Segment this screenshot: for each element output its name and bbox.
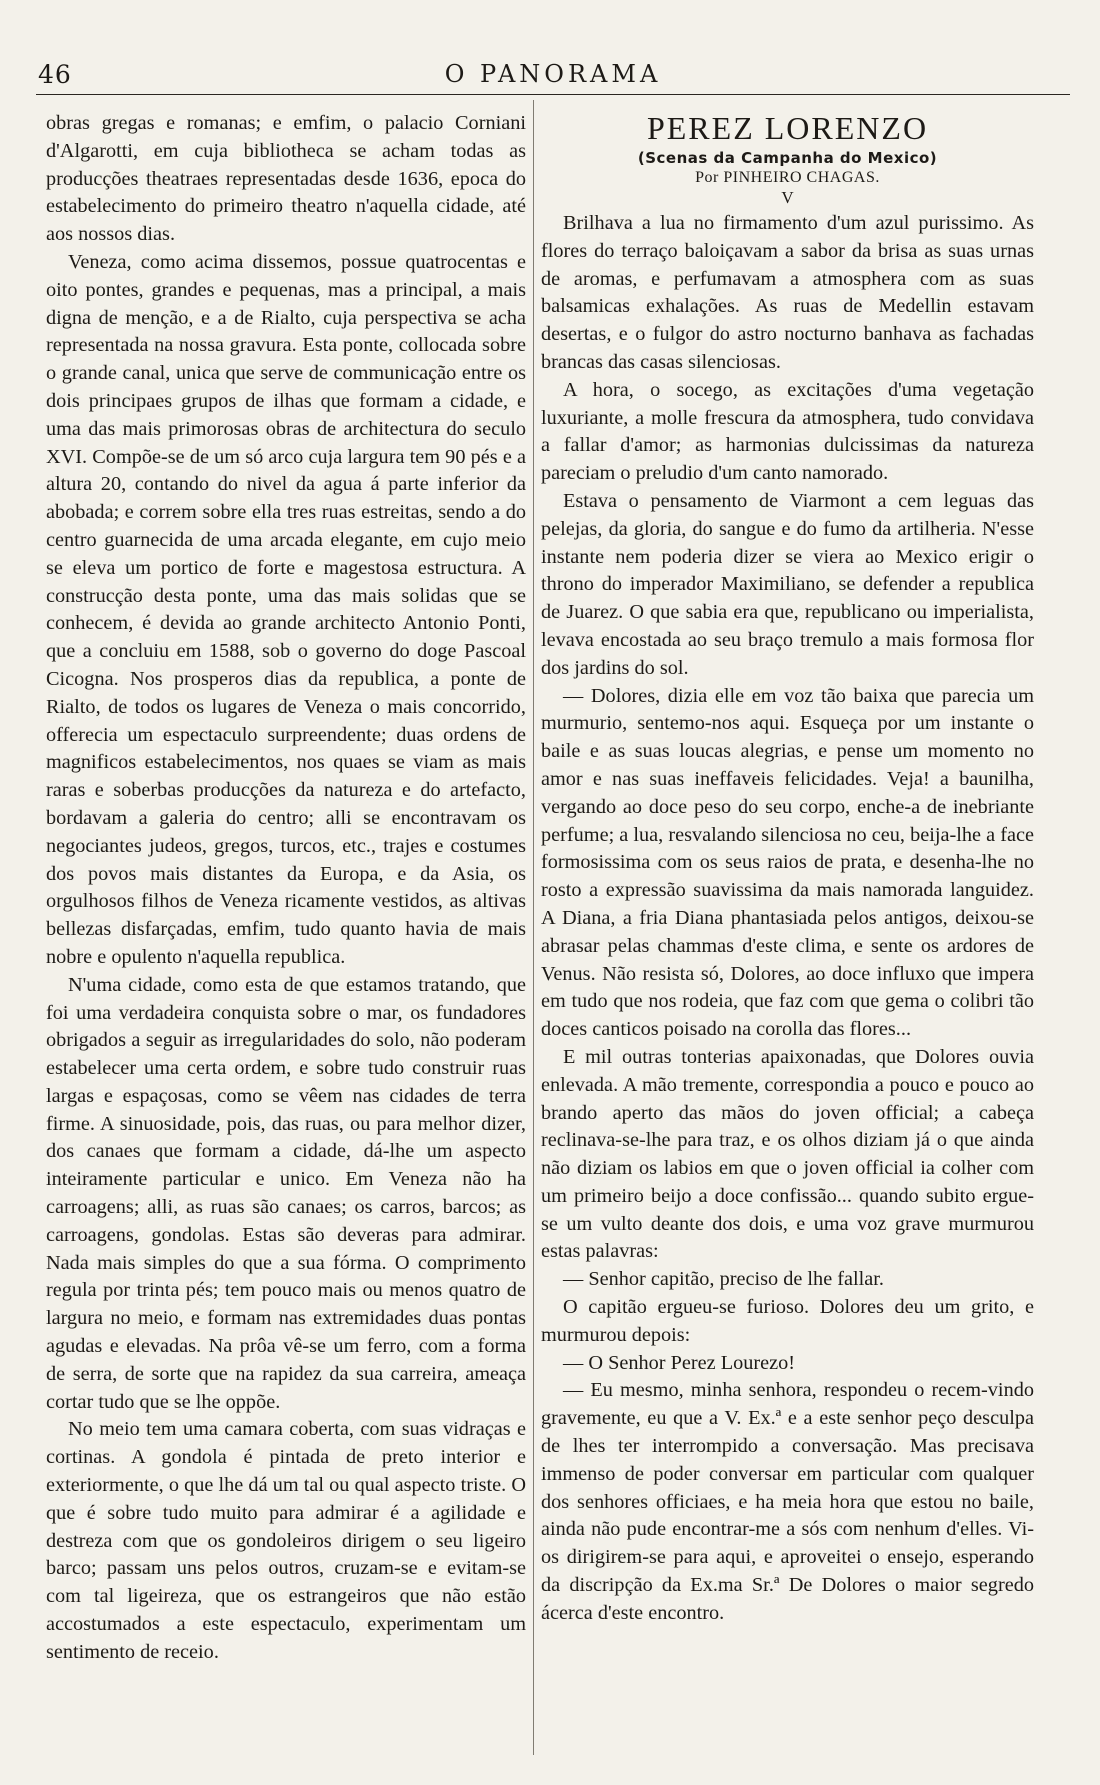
- paragraph: Estava o pensamento de Viarmont a cem leguas das pelejas, da gloria, do sangue e do fumo da artilheria. N'esse instante nem poderia dizer se viera ao Mexico erigir o throno do imperador Maximiliano, se defender a republica de Juarez. O que sabia era que, republicano ou imperialista, levava encostada ao seu braço tremulo a mais formosa flor dos jardins do sol.: [541, 489, 1034, 679]
- article-byline: Por PINHEIRO CHAGAS.: [695, 169, 880, 186]
- article-title: PEREZ LORENZO: [646, 110, 929, 146]
- page-header: [36, 52, 1070, 95]
- section-numeral: V: [781, 188, 794, 207]
- paragraph: — Eu mesmo, minha senhora, respondeu o recem-vindo gravemente, eu que a V. Ex.ª e a este senhor peço desculpa de lhes ter interrompido a conversação. Mas precisava immenso de poder conversar em particular com qualquer dos senhores officiaes, e ha meia hora que estou no baile, ainda não pude encontrar-me a sós com nenhum d'elles. Vi-os dirigirem-se para aqui, e aproveitei o ensejo, esperando da discripção da Ex.ma Sr.ª De Dolores o maior segredo ácerca d'este encontro.: [541, 1379, 1034, 1624]
- paragraph: E mil outras tonterias apaixonadas, que Dolores ouvia enlevada. A mão tremente, correspondia a pouco e pouco ao brando aperto das mãos do joven official; a cabeça reclinava-se-lhe para traz, e os olhos diziam já o que ainda não diziam os labios em que o joven official ia colher com um primeiro beijo a doce confissão... quando subito ergue-se um vulto deante dos dois, e uma voz grave murmurou estas palavras:: [541, 1045, 1034, 1263]
- paragraph: No meio tem uma camara coberta, com suas vidraças e cortinas. A gondola é pintada de preto interior e exteriormente, o que lhe dá um tal ou qual aspecto triste. O que é sobre tudo muito para admirar é a agilidade e destreza com que os gondoleiros dirigem o seu ligeiro barco; passam uns pelos outros, cruzam-se e evitam-se com tal ligeireza, que os estrangeiros que não estão accostumados a este espectaculo, experimentam um sentimento de receio.: [46, 1418, 526, 1663]
- article-subtitle: (Scenas da Campanha do Mexico): [637, 149, 938, 167]
- left-column: [46, 110, 526, 1667]
- paragraph: A hora, o socego, as excitações d'uma vegetação luxuriante, a molle frescura da atmosphera, tudo convidava a fallar d'amor; as harmonias dulcissimas da natureza pareciam o preludio d'um canto namorado.: [541, 378, 1034, 485]
- paragraph: Brilhava a lua no firmamento d'um azul purissimo. As flores do terraço baloiçavam a sabor da brisa as suas urnas de aromas, e perfumavam a atmosphera com as suas balsamicas exhalações. As ruas de Medellin estavam desertas, e o fulgor do astro nocturno banhava as fachadas brancas das casas silenciosas.: [541, 212, 1034, 373]
- column-divider: [533, 100, 534, 1755]
- paragraph: O capitão ergueu-se furioso. Dolores deu um grito, e murmurou depois:: [541, 1296, 1034, 1346]
- paragraph: — O Senhor Perez Lourezo!: [563, 1351, 796, 1374]
- paragraph: — Dolores, dizia elle em voz tão baixa que parecia um murmurio, sentemo-nos aqui. Esqueça por um instante o baile e as suas loucas alegrias, e pense um momento no amor e nas suas ineffaveis felicidades. Veja! a baunilha, vergando ao doce peso do seu corpo, enche-a de inebriante perfume; a lua, resvalando silenciosa no ceu, beija-lhe a face formosissima com os seus raios de prata, e desenha-lhe no rosto a expressão suavissima da mais namorada languidez. A Diana, a fria Diana phantasiada pelos antigos, deixou-se abrasar pelas chammas d'este clima, e sente os ardores de Venus. Não resista só, Dolores, ao doce influxo que impera em tudo que nos rodeia, que faz com que gema o colibri tão doces canticos poisado na corolla das flores...: [541, 684, 1034, 1041]
- paragraph: — Senhor capitão, preciso de lhe fallar.: [563, 1268, 885, 1291]
- right-column: [541, 110, 1034, 1628]
- paragraph: N'uma cidade, como esta de que estamos tratando, que foi uma verdadeira conquista sobre o mar, os fundadores obrigados a seguir as irregularidades do solo, não poderam estabelecer uma certa ordem, e sobre tudo construir ruas largas e espaçosas, como se vêem nas cidades de terra firme. A sinuosidade, pois, das ruas, ou para melhor dizer, dos canaes que formam a cidade, dá-lhe um aspecto inteiramente particular e unico. Em Veneza não ha carroagens; alli, as ruas são canaes; os carros, barcos; as carroagens, gondolas. Estas são deveras para admirar. Nada mais simples do que a sua fórma. O comprimento regula por trinta pés; tem pouco mais ou menos quatro de largura no meio, e formam nas extremidades duas pontas agudas e elevadas. Na prôa vê-se um ferro, com a forma de serra, de sorte que na rapidez da sua carreira, ameaça cortar tudo que se lhe oppõe.: [46, 973, 526, 1413]
- paragraph: obras gregas e romanas; e emfim, o palacio Corniani d'Algarotti, em cuja bibliotheca se acham todas as producções theatraes representadas desde 1636, epoca do estabelecimento do primeiro theatro n'aquella cidade, até aos nossos dias.: [46, 112, 526, 246]
- masthead-title: O PANORAMA: [444, 60, 662, 88]
- page-number: 46: [38, 60, 72, 89]
- paragraph: Veneza, como acima dissemos, possue quatrocentas e oito pontes, grandes e pequenas, mas a principal, a mais digna de menção, e a de Rialto, cuja perspectiva se acha representada na nossa gravura. Esta ponte, collocada sobre o grande canal, unica que serve de communicação entre os dois principaes grupos de ilhas que formam a cidade, e uma das mais primorosas obras de architectura do seculo XVI. Compõe-se de um só arco cuja largura tem 90 pés e a altura 20, contando do nivel da agua á parte inferior da abobada; e correm sobre ella tres ruas estreitas, sendo a do centro guarnecida de uma arcada elegante, em cujo meio se eleva um portico de forte e magestosa estructura. A construcção desta ponte, uma das mais solidas que se conhecem, é devida ao grande architecto Antonio Ponti, que a concluiu em 1588, sob o governo do doge Pascoal Cicogna. Nos prosperos dias da republica, a ponte de Rialto, de todos os lugares de Veneza o mais concorrido, offerecia um espectaculo surpreendente; duas ordens de magnificos estabelecimentos, nos quaes se viam as mais raras e soberbas producções da natureza e do artefacto, bordavam a galeria do centro; alli se encontravam os negociantes judeos, gregos, turcos, etc., trajes e costumes dos povos mais distantes da Europa, e da Asia, os orgulhosos filhos de Veneza ricamente vestidos, as altivas bellezas disfarçadas, emfim, tudo quanto havia de mais nobre e opulento n'aquella republica.: [46, 250, 526, 968]
